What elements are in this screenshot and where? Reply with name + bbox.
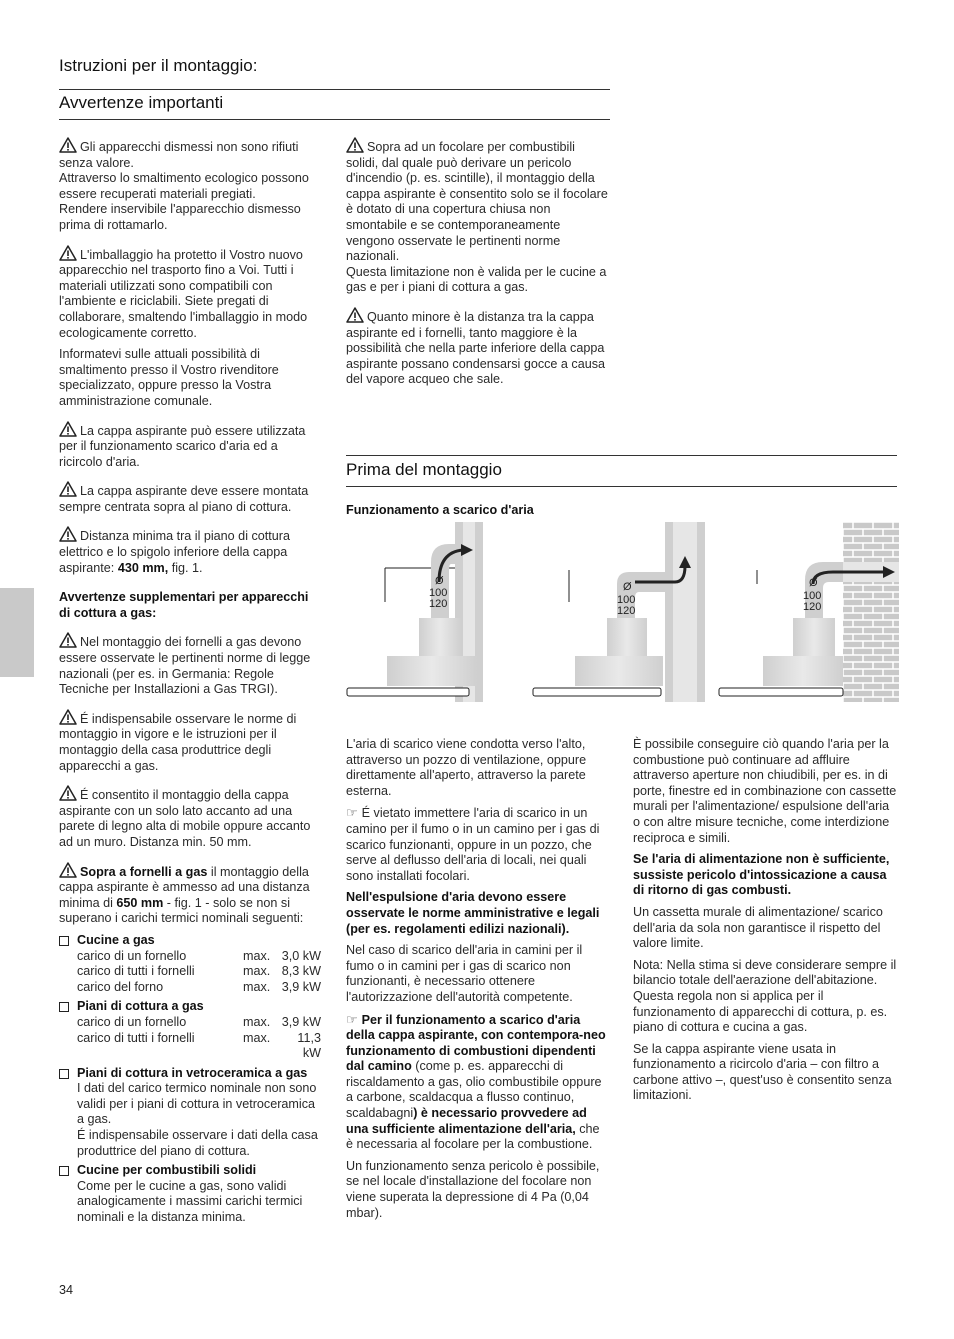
text: Un funzionamento senza pericolo è possibile, se nel locale d'installazione del focolare non viene superata la depressione di 4 Pa (0,04 mbar). [346,1158,600,1220]
text: Nell'espulsione d'aria devono essere osservate le norme amministrative e legali (per es. regolamenti edilizi nazionali). [346,890,600,936]
text: 650 mm [116,895,164,910]
gas-limits-list [59,933,323,1226]
warning-triangle-icon [59,245,77,261]
list-item [59,1163,323,1225]
text: max. [243,979,271,994]
text: Sopra a fornelli a gas [80,864,208,879]
text: Sopra ad un focolare per combustibili solidi, dal quale può derivare un pericolo d'incendio (p. es. scintille), il montaggio della cappa aspirante è consentito solo se il focolare è dotato di una copertura chiusa non smontabile e se contemporaneamente vengono osservate le pertinenti norme nazionali. [346,140,608,264]
diameter-120: 120 [803,601,822,613]
text: L'aria di scarico viene condotta verso l'alto, attraverso un pozzo di ventilazione, oppure direttamente all'aperto, attraverso la parete esterna. [346,737,587,798]
pointing-hand-icon: ☞ [346,1011,358,1027]
text: Rendere inservibile l'apparecchio dismesso prima di rottamarlo. [59,202,301,232]
diameter-100: 100 [803,590,822,602]
hood-chimney [793,618,835,656]
text: Attraverso lo smaltimento ecologico possono essere recuperati materiali pregiati. [59,171,309,201]
text: É indispensabile osservare le norme di montaggio in vigore e le istruzioni per il montaggio della casa produttrice degli apparecchi a gas. [59,711,297,773]
pointing-hand-icon: ☞ [346,805,358,821]
text: Gli apparecchi dismessi non sono rifiuti senza valore. [59,140,299,170]
text: - fig. 1 - solo se non si superano i carichi termici nominali seguenti: [59,895,304,926]
title-rule [59,89,610,90]
text: 430 mm, [117,560,169,575]
diameter-100: 100 [617,594,636,606]
hood-chimney [419,618,461,656]
list-item [59,933,323,995]
right-top-column [346,137,608,399]
text: Questa limitazione non è valida per le cucine a gas e per i piani di cottura a gas. [346,264,607,295]
page-title: Istruzioni per il montaggio: [59,56,258,75]
prima-subtitle: Funzionamento a scarico d'aria [346,503,534,517]
text: Distanza minima tra il piano di cottura elettrico e lo spigolo inferiore della cappa aspirante: [59,529,290,575]
text: Cucine a gas [77,932,155,947]
text: carico di tutti i fornelli [77,1030,195,1045]
diagram-2 [533,522,705,702]
diameter-120: 120 [429,598,448,610]
warning-triangle-icon [59,632,77,648]
sub-heading: Avvertenze supplementari per apparecchi di cottura a gas: [59,590,309,620]
right-column [633,737,899,1110]
hood-body [763,656,843,686]
text: fig. 1. [168,560,203,575]
hood-body [575,656,663,686]
text: Cucine per combustibili solidi [77,1163,257,1178]
text: Nel montaggio dei fornelli a gas devono essere osservate le pertinenti norme di legge nazionali (per es. in Germania: Regole Tecniche per Installazioni a Gas TRGI). [59,635,311,697]
text: 3,9 kW [281,1014,321,1029]
table-row [77,1031,323,1062]
left-column [59,137,323,1230]
text: che è necessaria al focolare per la combustione. [346,1121,600,1152]
text: È possibile conseguire ciò quando l'aria per la combustione può continuare ad affluire attraverso aperture non chiudibili, per es. in di porte, finestre ed in combinazione con cassette murali per l'alimentazione/ espulsione dell'aria o con altre misure tecniche, come interdizione reciproca e simili. [633,737,897,845]
text: max. [243,1030,271,1045]
text: La cappa aspirante può essere utilizzata per il funzionamento scarico d'aria ed a ricircolo d'aria. [59,423,306,469]
checkbox-icon [59,1069,69,1079]
text: 3,9 kW [281,979,321,994]
hood-base [533,688,661,696]
hood-base [719,688,843,696]
brick-wall [843,522,899,702]
warning-triangle-icon [346,137,364,153]
middle-column [346,737,608,1227]
prima-rule-top [346,455,897,456]
warning-triangle-icon [59,526,77,542]
text: max. [243,1014,271,1029]
exhaust-diagrams [343,522,899,704]
table-row [77,980,323,996]
shaft-inner [673,522,697,702]
hood-chimney [607,618,647,656]
diameter-120: 120 [617,605,636,617]
diameter-symbol: Ø [435,575,444,587]
text: É vietato immettere l'aria di scarico in un camino per il fumo o in un camino per i gas di scarico funzionanti, oppure in un pozzo, che serve al deflusso dell'aria di locali, nei quali sono installati focolari. [346,806,600,883]
text: Come per le cucine a gas, sono validi analogicamente i massimi carichi termici nominali e la distanza minima. [77,1178,303,1225]
text: 8,3 kW [281,964,321,979]
text: I dati del carico termico nominale non sono validi per i piani di cottura in vetroceramica a gas. [77,1081,317,1127]
text: Nel caso di scarico dell'aria in camini per il fumo o in camini per i gas di scarico non funzionanti, è necessario ottenere l'autorizzazione dell'autorità competente. [346,943,583,1004]
warning-triangle-icon [59,421,77,437]
text: 3,0 kW [281,948,321,963]
warning-triangle-icon [59,709,77,725]
hood-body [387,656,477,686]
warning-triangle-icon [59,137,77,153]
text: Per il funzionamento a scarico d'aria della cappa aspirante, con contempora-neo funzionamento di combustioni dipendenti dal camino [346,1012,606,1074]
text: Piani di cottura in vetroceramica a gas [77,1065,308,1080]
warning-triangle-icon [346,307,364,323]
table-row [77,964,323,980]
page-number: 34 [59,1283,74,1297]
text: carico di un fornello [77,1014,187,1029]
prima-rule-bottom [346,486,897,487]
text: Se l'aria di alimentazione non è sufficiente, sussiste pericolo d'intossicazione a causa di ritorno di gas combusti. [633,852,890,898]
diagram-3 [719,522,899,702]
text: il montaggio della cappa aspirante è ammesso ad una distanza minima di [59,864,310,910]
text: É consentito il montaggio della cappa aspirante con un solo lato accanto ad una parete di legno alta di mobile oppure accanto ad un muro. Distanza min. 50 mm. [59,788,311,849]
diameter-symbol: Ø [623,581,632,593]
checkbox-icon [59,936,69,946]
warning-triangle-icon [59,481,77,497]
text: Quanto minore è la distanza tra la cappa aspirante ed i fornelli, tanto maggiore è la possibilità che nella parte inferiore della cappa aspirante possano condensarsi gocce a causa del vapore acqueo che sale. [346,309,606,387]
diameter-100: 100 [429,587,448,599]
text: La cappa aspirante deve essere montata sempre centrata sopra al piano di cottura. [59,484,309,514]
text: Un cassetta murale di alimentazione/ scarico dell'aria da sola non garantisce il rispetto del valore limite. [633,904,883,951]
text: L'imballaggio ha protetto il Vostro nuovo apparecchio nel trasporto fino a Voi. Tutti i materiali utilizzati sono compatibili con l'ambiente e riciclabili. Siete pregati di collaborare, smaltendo l'imballaggio in modo ecologicamente corretto. [59,247,308,340]
list-item [59,999,323,1061]
diagram-1 [347,522,483,702]
text: carico del forno [77,979,164,994]
prima-title: Prima del montaggio [346,460,502,479]
text: Nota: Nella stima si deve considerare sempre il bilancio totale dell'aerazione dell'abitazione. Questa regola non si applica per il funzionamento di apparecchi di cottura, p. es. piano di cottura e cucina a gas. [633,957,897,1035]
text: max. [243,964,271,979]
text: max. [243,948,271,963]
warning-triangle-icon [59,785,77,801]
text: Se la cappa aspirante viene usata in funzionamento a ricircolo d'aria – con filtro a carbone attivo –, quest'uso è consentito senza limitazioni. [633,1041,892,1103]
checkbox-icon [59,1166,69,1176]
side-tab [0,588,34,677]
table-row [77,1015,323,1031]
section-title: Avvertenze importanti [59,93,224,112]
text: (come p. es. apparecchi di riscaldamento a gas, olio combustibile oppure a carbone, scaldacqua a flusso continuo, scaldabagni [346,1059,602,1121]
text: ) è necessario provvedere ad una sufficiente alimentazione dell'aria, [346,1106,587,1136]
text: Informatevi sulle attuali possibilità di smaltimento presso il Vostro rivenditore specializzato, oppure presso la Vostra amministrazione comunale. [59,347,279,408]
checkbox-icon [59,1002,69,1012]
text: 11,3 kW [297,1030,321,1061]
diameter-symbol: Ø [809,577,818,589]
text: É indispensabile osservare i dati della casa produttrice del piano di cottura. [77,1128,318,1158]
hood-base [347,688,469,696]
text: Piani di cottura a gas [77,999,204,1014]
section-rule [59,119,610,120]
text: carico di un fornello [77,948,187,963]
list-item [59,1066,323,1160]
warning-triangle-icon [59,862,77,878]
table-row [77,949,323,965]
text: carico di tutti i fornelli [77,964,195,979]
